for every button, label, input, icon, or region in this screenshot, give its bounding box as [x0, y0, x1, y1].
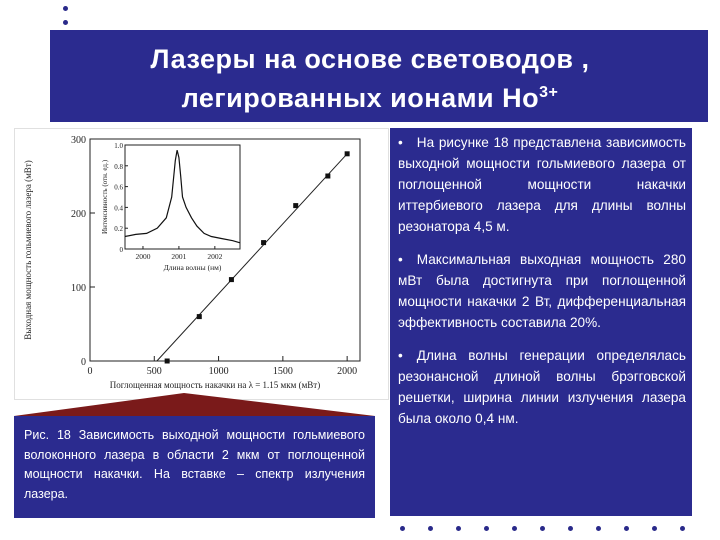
x-tick-label: 2000	[337, 366, 358, 377]
data-point	[197, 314, 202, 319]
slide-title	[50, 30, 690, 122]
decor-dot	[596, 526, 601, 531]
title-line-1: Лазеры на основе световодов ,	[150, 44, 590, 74]
inset-y-tick-label: 1.0	[114, 142, 123, 150]
caption-pointer-shape	[14, 393, 375, 416]
decor-dot	[624, 526, 629, 531]
decor-dot	[428, 526, 433, 531]
decor-dot	[63, 6, 68, 11]
x-tick-label: 1000	[208, 366, 229, 377]
data-point	[165, 359, 170, 364]
caption-pointer-triangle	[14, 393, 375, 417]
y-tick-label: 300	[71, 135, 86, 146]
data-point	[345, 151, 350, 156]
data-point	[325, 174, 330, 179]
decor-dot	[568, 526, 573, 531]
inset-y-tick-label: 0	[119, 246, 123, 254]
figure-panel	[14, 128, 389, 400]
inset-y-tick-label: 0.4	[114, 204, 123, 213]
title-superscript: 3+	[539, 84, 559, 101]
decor-dot	[540, 526, 545, 531]
bullet-mark: •	[398, 348, 403, 363]
decor-dot	[400, 526, 405, 531]
bullet-panel	[390, 128, 692, 516]
decor-dot	[484, 526, 489, 531]
title-line-2-text: легированных ионами Но	[181, 83, 540, 113]
figure-chart	[15, 129, 388, 399]
title-accent-strip	[690, 30, 708, 122]
x-tick-label: 1500	[272, 366, 293, 377]
inset-x-axis-label: Длина волны (нм)	[163, 263, 222, 272]
bullet-mark: •	[398, 252, 403, 267]
y-tick-label: 100	[71, 283, 86, 294]
bullet-text: Максимальная выходная мощность 280 мВт была достигнута при поглощенной мощности накачки 2 Вт, дифференциальная эффективность составила 20%.	[398, 252, 686, 330]
y-tick-label: 200	[71, 209, 86, 220]
title-line-2	[50, 76, 690, 115]
bullet-text: На рисунке 18 представлена зависимость выходной мощности гольмиевого лазера от поглощенной мощности накачки иттербиевого лазера для длины волны резонатора 4,5 м.	[398, 135, 686, 234]
inset-y-tick-label: 0.2	[114, 225, 123, 234]
inset-x-tick-label: 2000	[135, 252, 151, 261]
data-point	[261, 240, 266, 245]
x-tick-label: 500	[146, 366, 162, 377]
inset-y-tick-label: 0.8	[114, 162, 123, 171]
decor-dot	[652, 526, 657, 531]
figure-caption: Рис. 18 Зависимость выходной мощности гольмиевого волоконного лазера в области 2 мкм от поглощенной мощности накачки. На вставке – спектр излучения лазера.	[14, 416, 375, 518]
bullet-item	[398, 345, 686, 429]
data-point	[293, 203, 298, 208]
x-axis-label: Поглощенная мощность накачки на λ = 1.15 мкм (мВт)	[109, 380, 321, 390]
y-axis-label: Выходная мощность гольмиевого лазера (мВт)	[23, 160, 33, 340]
decor-dot	[512, 526, 517, 531]
inset-y-axis-label: Интенсивность (отн. ед.)	[101, 159, 109, 235]
decor-dot	[680, 526, 685, 531]
bullet-mark: •	[398, 135, 403, 150]
decor-dot	[456, 526, 461, 531]
bullet-item	[398, 249, 686, 333]
inset-y-tick-label: 0.6	[114, 183, 123, 192]
inset-x-tick-label: 2001	[171, 252, 187, 261]
decor-dot	[63, 20, 68, 25]
bullet-text: Длина волны генерации определялась резонансной длиной волны брэгговской решетки, ширина линии излучения лазера была около 0,4 нм.	[398, 348, 686, 426]
data-point	[229, 277, 234, 282]
y-tick-label: 0	[81, 357, 86, 368]
x-tick-label: 0	[87, 366, 93, 377]
bullet-item	[398, 132, 686, 237]
inset-x-tick-label: 2002	[207, 252, 223, 261]
